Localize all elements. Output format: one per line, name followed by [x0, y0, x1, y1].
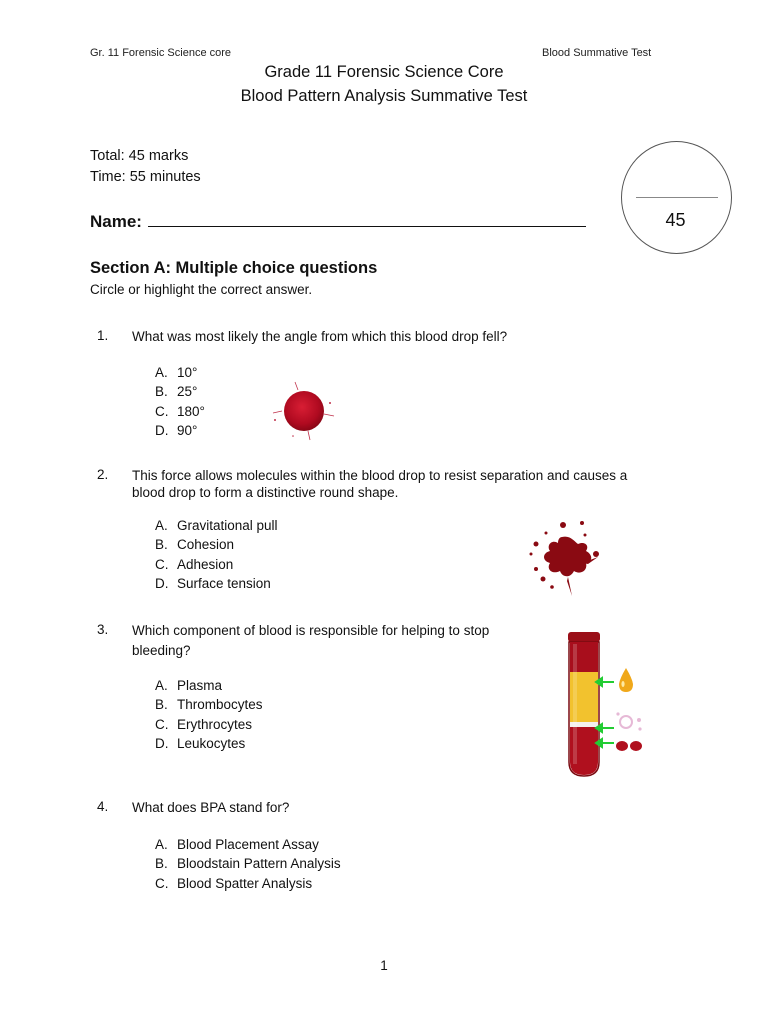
question-4-text: What does BPA stand for?	[132, 800, 290, 815]
header-left: Gr. 11 Forensic Science core	[90, 47, 232, 59]
score-total: 45	[665, 210, 686, 230]
option-d[interactable]: D. Surface tension	[155, 575, 271, 591]
round-blood-drop-image	[268, 378, 338, 446]
name-row	[90, 210, 586, 232]
question-3-options	[155, 676, 263, 753]
blood-test-tube-diagram	[560, 628, 650, 780]
option-a[interactable]: A. Blood Placement Assay	[155, 837, 319, 852]
option-b[interactable]: B. Cohesion	[155, 537, 235, 553]
name-label: Name:	[90, 212, 142, 231]
option-c[interactable]: C. Adhesion	[155, 556, 234, 572]
option-a[interactable]: A. Plasma	[155, 678, 223, 693]
name-field-line[interactable]	[148, 210, 586, 227]
header-right: Blood Summative Test	[542, 47, 652, 59]
question-4-number: 4.	[97, 799, 109, 814]
title-line-2: Blood Pattern Analysis Summative Test	[240, 87, 528, 105]
question-1-options	[155, 363, 205, 440]
option-c[interactable]: C. Blood Spatter Analysis	[155, 875, 313, 891]
blood-splatter-image	[522, 517, 604, 599]
question-2-text-line-2: blood drop to form a distinctive round shape.	[132, 485, 399, 500]
question-3-text-line-2: bleeding?	[132, 643, 191, 658]
question-1-number: 1.	[97, 328, 109, 343]
section-instruction: Circle or highlight the correct answer.	[90, 282, 313, 297]
option-b[interactable]: B. Bloodstain Pattern Analysis	[155, 856, 341, 872]
question-2-text-line-1: This force allows molecules within the blood drop to resist separation and causes a	[132, 468, 628, 483]
score-blank-line[interactable]	[636, 197, 718, 198]
title-line-1: Grade 11 Forensic Science Core	[264, 63, 504, 81]
option-b[interactable]: B. 25°	[155, 384, 198, 400]
question-3-number: 3.	[97, 622, 109, 637]
question-4-options	[155, 835, 341, 893]
option-c[interactable]: C. Erythrocytes	[155, 716, 253, 732]
option-c[interactable]: C. 180°	[155, 403, 205, 419]
option-d[interactable]: D. Leukocytes	[155, 735, 246, 751]
option-a[interactable]: A. 10°	[155, 365, 198, 380]
section-title: Section A: Multiple choice questions	[90, 259, 378, 277]
option-a[interactable]: A. Gravitational pull	[155, 518, 278, 533]
option-b[interactable]: B. Thrombocytes	[155, 697, 263, 713]
time-limit: Time: 55 minutes	[90, 169, 201, 185]
question-2-options	[155, 516, 278, 593]
total-marks: Total: 45 marks	[90, 148, 189, 164]
question-2-number: 2.	[97, 467, 109, 482]
option-d[interactable]: D. 90°	[155, 422, 198, 438]
question-1-text: What was most likely the angle from which this blood drop fell?	[132, 329, 508, 344]
page-number: 1	[380, 958, 388, 973]
question-3-text-line-1: Which component of blood is responsible for helping to stop	[132, 623, 490, 638]
